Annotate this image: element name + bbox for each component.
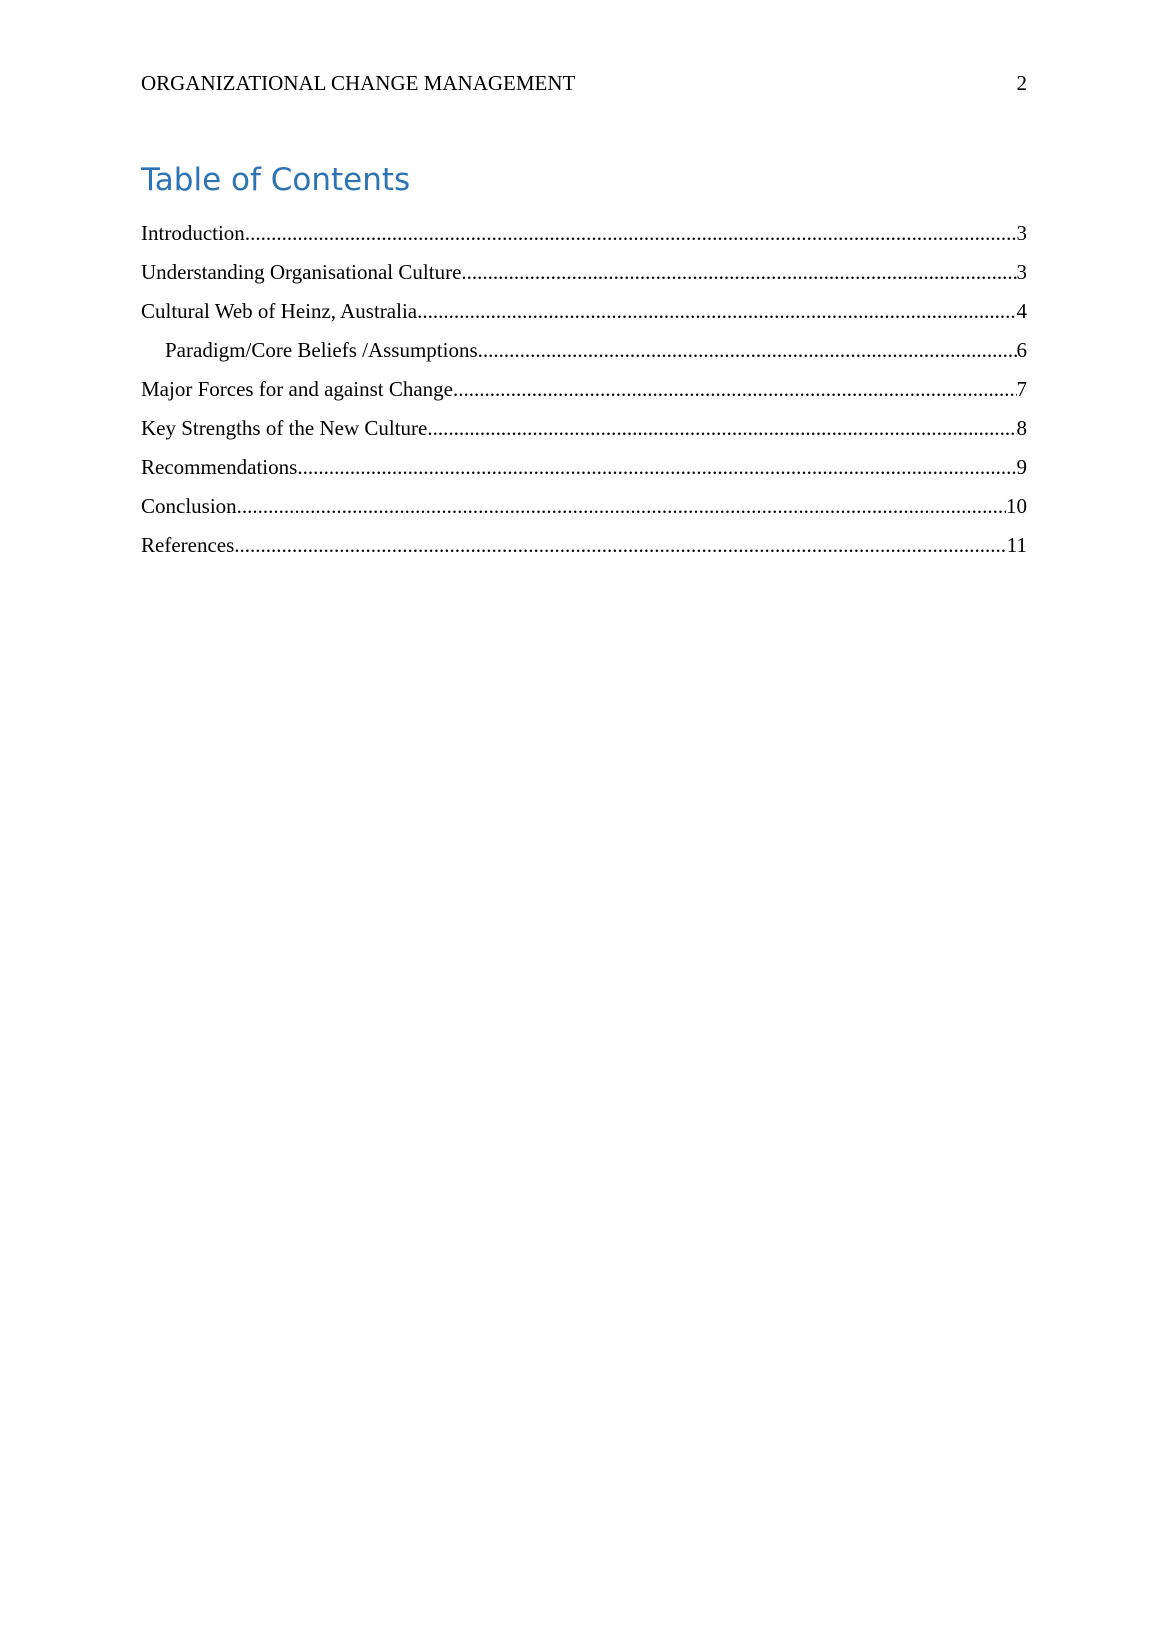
dot-leader bbox=[237, 491, 1006, 521]
toc-entry-page: 6 bbox=[1016, 338, 1027, 362]
dot-leader bbox=[417, 296, 1016, 326]
toc-entry-title: Paradigm/Core Beliefs /Assumptions bbox=[165, 338, 478, 362]
toc-entry-key-strengths[interactable] bbox=[141, 413, 1027, 452]
dot-leader bbox=[461, 257, 1016, 287]
toc-list bbox=[141, 218, 1027, 569]
dot-leader bbox=[478, 335, 1017, 365]
dot-leader bbox=[427, 413, 1016, 443]
toc-entry-references[interactable] bbox=[141, 530, 1027, 569]
toc-entry-title: Understanding Organisational Culture bbox=[141, 260, 462, 284]
toc-entry-title: Cultural Web of Heinz, Australia bbox=[141, 299, 418, 323]
dot-leader bbox=[453, 374, 1017, 404]
dot-leader bbox=[297, 452, 1016, 482]
toc-entry-title: References bbox=[141, 533, 235, 557]
toc-entry-page: 9 bbox=[1016, 455, 1027, 479]
toc-entry-conclusion[interactable] bbox=[141, 491, 1027, 530]
header-title: ORGANIZATIONAL CHANGE MANAGEMENT bbox=[141, 71, 576, 95]
toc-entry-title: Key Strengths of the New Culture bbox=[141, 416, 428, 440]
toc-entry-introduction[interactable] bbox=[141, 218, 1027, 257]
toc-entry-title: Introduction bbox=[141, 221, 245, 245]
toc-heading: Table of Contents bbox=[141, 162, 411, 198]
toc-entry-cultural-web-of-heinz[interactable] bbox=[141, 296, 1027, 335]
toc-entry-title: Major Forces for and against Change bbox=[141, 377, 453, 401]
toc-entry-major-forces[interactable] bbox=[141, 374, 1027, 413]
toc-entry-page: 8 bbox=[1016, 416, 1027, 440]
toc-entry-understanding-organisational-culture[interactable] bbox=[141, 257, 1027, 296]
dot-leader bbox=[245, 218, 1017, 248]
toc-entry-page: 4 bbox=[1016, 299, 1027, 323]
toc-entry-page: 3 bbox=[1016, 260, 1027, 284]
toc-entry-recommendations[interactable] bbox=[141, 452, 1027, 491]
running-header bbox=[141, 68, 1027, 98]
toc-entry-paradigm-core-beliefs[interactable] bbox=[141, 335, 1027, 374]
dot-leader bbox=[234, 530, 1006, 560]
toc-entry-title: Conclusion bbox=[141, 494, 237, 518]
toc-entry-page: 3 bbox=[1016, 221, 1027, 245]
header-page-number: 2 bbox=[1016, 71, 1027, 95]
toc-entry-title: Recommendations bbox=[141, 455, 298, 479]
toc-entry-page: 10 bbox=[1006, 494, 1027, 518]
toc-entry-page: 11 bbox=[1006, 533, 1027, 557]
toc-entry-page: 7 bbox=[1016, 377, 1027, 401]
